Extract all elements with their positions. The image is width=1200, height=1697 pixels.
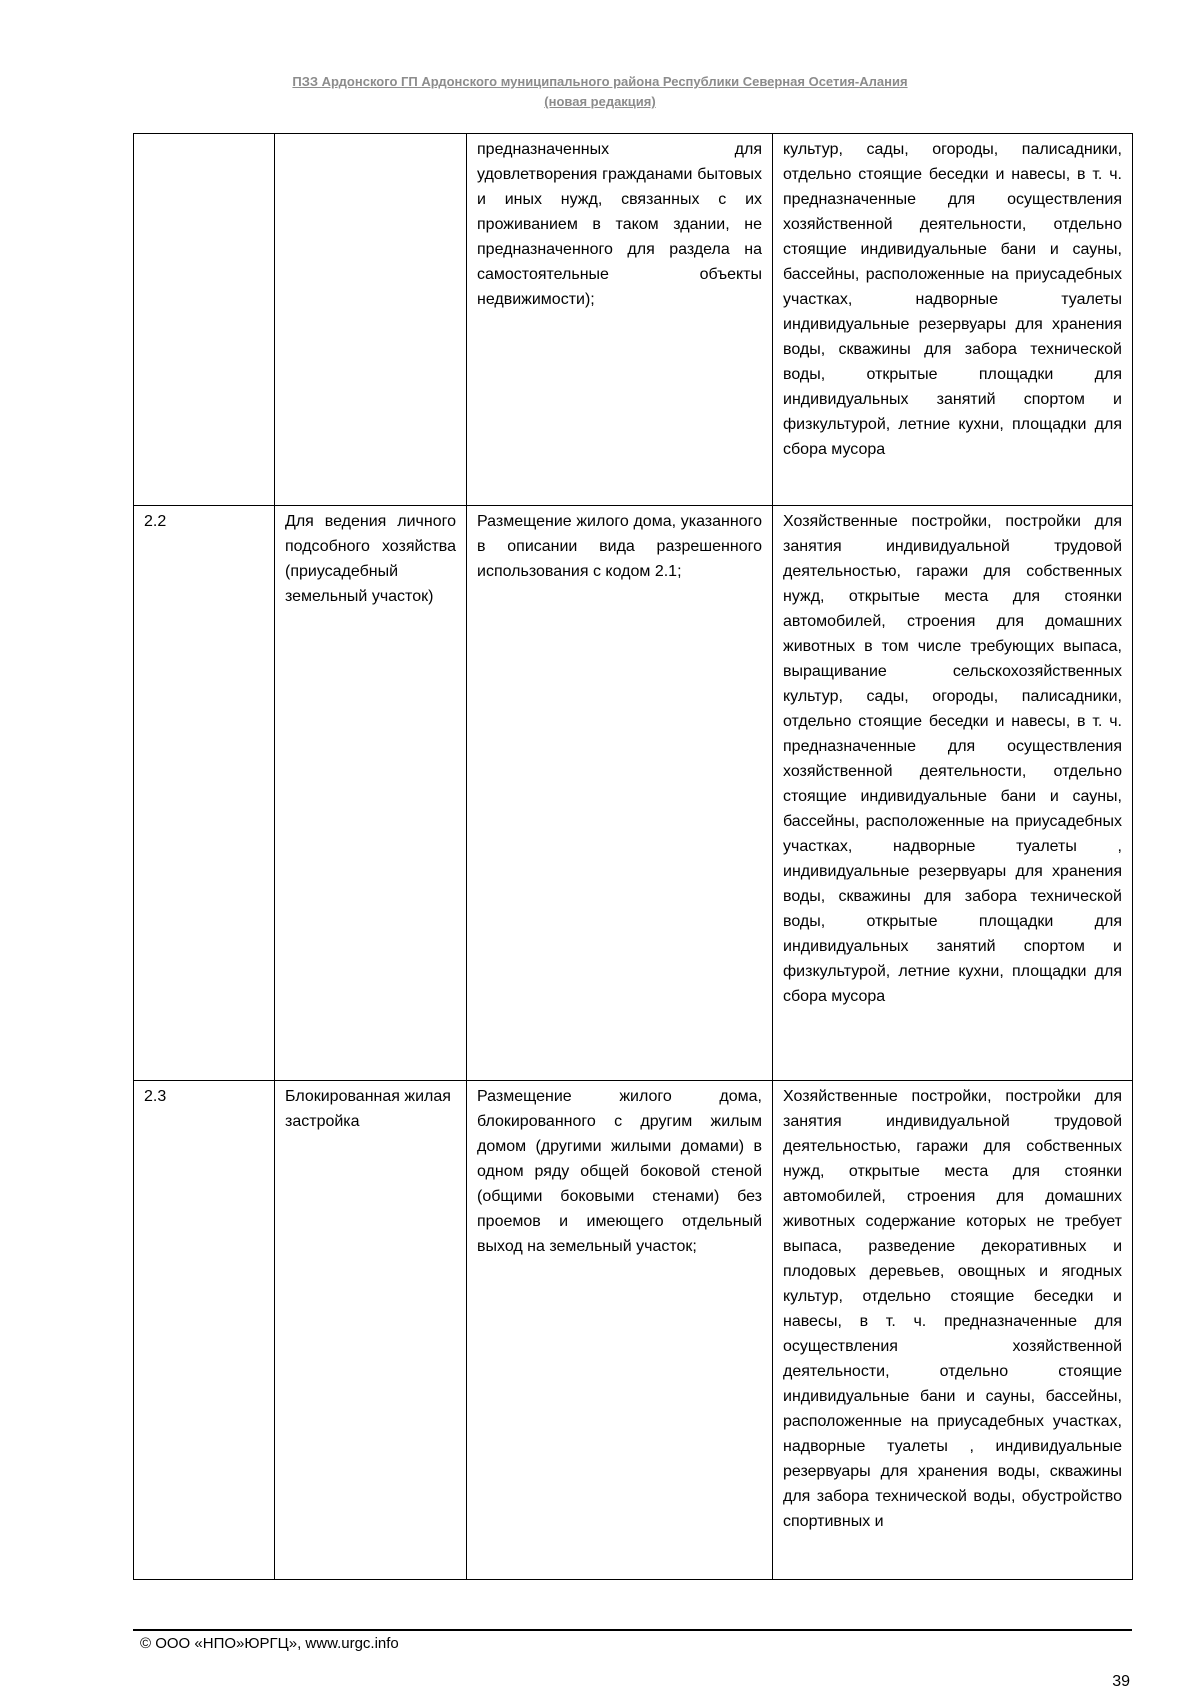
header-subtitle: (новая редакция) xyxy=(544,94,656,109)
page-header xyxy=(0,72,1200,112)
row-description: предназначенных для удовлетворения гражданами бытовых и иных нужд, связанных с их проживанием в таком здании, не предназначенного для раздела на самостоятельные объекты недвижимости); xyxy=(467,134,773,506)
row-auxiliary: Хозяйственные постройки, постройки для занятия индивидуальной трудовой деятельностью, гаражи для собственных нужд, открытые места для стоянки автомобилей, строения для домашних животных содержание которых не требует выпаса, разведение декоративных и плодовых деревьев, овощных и ягодных культур, отдельно стоящие беседки и навесы, в т. ч. предназначенные для осуществления хозяйственной деятельности, отдельно стоящие индивидуальные бани и сауны, бассейны, расположенные на приусадебных участках, надворные туалеты , индивидуальные резервуары для хранения воды, скважины для забора технической воды, обустройство спортивных и xyxy=(773,1081,1133,1580)
footer-copyright: © ООО «НПО»ЮРГЦ», www.urgc.info xyxy=(140,1635,399,1652)
footer-divider xyxy=(133,1629,1132,1631)
row-name: Для ведения личного подсобного хозяйства (приусадебный земельный участок) xyxy=(275,506,467,1081)
row-name xyxy=(275,134,467,506)
land-use-table xyxy=(133,133,1133,1580)
row-code xyxy=(134,134,275,506)
row-code: 2.2 xyxy=(134,506,275,1081)
header-title: ПЗЗ Ардонского ГП Ардонского муниципального района Республики Северная Осетия-Алания xyxy=(292,74,908,89)
page-number: 39 xyxy=(1112,1673,1130,1690)
row-auxiliary: Хозяйственные постройки, постройки для занятия индивидуальной трудовой деятельностью, гаражи для собственных нужд, открытые места для стоянки автомобилей, строения для домашних животных в том числе требующих выпаса, выращивание сельскохозяйственных культур, сады, огороды, палисадники, отдельно стоящие беседки и навесы, в т. ч. предназначенные для осуществления хозяйственной деятельности, отдельно стоящие индивидуальные бани и сауны, бассейны, расположенные на приусадебных участках, надворные туалеты , индивидуальные резервуары для хранения воды, скважины для забора технической воды, открытые площадки для индивидуальных занятий спортом и физкультурой, летние кухни, площадки для сбора мусора xyxy=(773,506,1133,1081)
row-description: Размещение жилого дома, указанного в описании вида разрешенного использования с кодом 2.1; xyxy=(467,506,773,1081)
row-name: Блокированная жилая застройка xyxy=(275,1081,467,1580)
table-row xyxy=(134,134,1133,506)
row-code: 2.3 xyxy=(134,1081,275,1580)
table-row xyxy=(134,506,1133,1081)
row-auxiliary: культур, сады, огороды, палисадники, отдельно стоящие беседки и навесы, в т. ч. предназначенные для осуществления хозяйственной деятельности, отдельно стоящие индивидуальные бани и сауны, бассейны, расположенные на приусадебных участках, надворные туалеты индивидуальные резервуары для хранения воды, скважины для забора технической воды, открытые площадки для индивидуальных занятий спортом и физкультурой, летние кухни, площадки для сбора мусора xyxy=(773,134,1133,506)
table-row xyxy=(134,1081,1133,1580)
row-description: Размещение жилого дома, блокированного с другим жилым домом (другими жилыми домами) в одном ряду общей боковой стеной (общими боковыми стенами) без проемов и имеющего отдельный выход на земельный участок; xyxy=(467,1081,773,1580)
